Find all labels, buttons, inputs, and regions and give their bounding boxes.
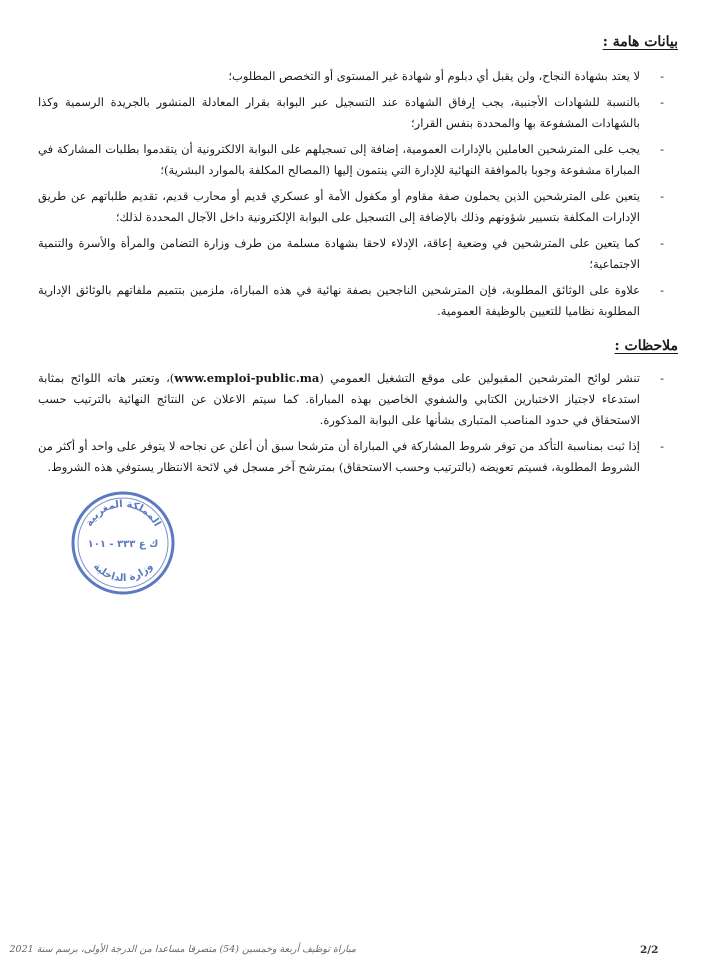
list-item: - إذا ثبت بمناسبة التأكد من توفر شروط المشاركة في المباراة أن مترشحا سبق أن أعلن عن نجاحه لا يتوفر على واحد أو أكثر من الشروط المطلوبة، فسيتم تعويضه (بالترتيب وحسب الاستحقاق) بمترشح آخر مسجل في لائحة الانتظار يستوفي هذه الشروط.	[38, 439, 664, 474]
item-text: بالنسبة للشهادات الأجنبية، يجب إرفاق الشهادة عند التسجيل عبر البوابة بقرار المعادلة المنشور بالجريدة الرسمية وكذا بالشهادات المشفوعة بها والمحددة بنفس القرار؛	[38, 95, 640, 130]
important-info-list	[38, 66, 678, 327]
stamp-bottom-text: وزارة الداخلية	[90, 561, 156, 585]
item-text: يجب على المترشحين العاملين بالإدارات العمومية، إضافة إلى تسجيلهم على البوابة الالكترونية أن يتقدموا بطلبات المشاركة في المباراة مشفوعة وجوبا بالموافقة النهائية للإدارة التي ينتمون إليها (المصالح المكلفة بالموارد البشرية)؛	[38, 142, 640, 177]
stamp-middle-text: ك ع ٣٣٣ - ١٠١	[87, 539, 159, 550]
item-text: يتعين على المترشحين الذين يحملون صفة مقاوم أو مكفول الأمة أو عسكري قديم أو محارب قديم، تقديم طلباتهم عن طريق الإدارات المكلفة بتسيير شؤونهم وذلك بالإضافة إلى التسجيل على البوابة الإلكترونية داخل الآجال المحددة لذلك؛	[38, 189, 640, 224]
item-text: إذا ثبت بمناسبة التأكد من توفر شروط المشاركة في المباراة أن مترشحا سبق أن أعلن عن نجاحه لا يتوفر على واحد أو أكثر من الشروط المطلوبة، فسيتم تعويضه (بالترتيب وحسب الاستحقاق) بمترشح آخر مسجل في لائحة الانتظار يستوفي هذه الشروط.	[38, 439, 640, 474]
list-item: - تنشر لوائح المترشحين المقبولين على موقع التشغيل العمومي (www.emploi-public.ma)، وتعتبر هاته اللوائح بمثابة استدعاء لاجتياز الاختبارين الكتابي والشفوي الخاصين بهذه المباراة. كما سيتم الاعلان عن النتائج النهائية بالترتيب حسب الاستحقاق في حدود المناصب المتبارى بشأنها على البوابة المذكورة.	[38, 371, 664, 427]
item-text: لا يعتد بشهادة النجاح، ولن يقبل أي دبلوم أو شهادة غير المستوى أو التخصص المطلوب؛	[228, 69, 640, 83]
list-item: - يتعين على المترشحين الذين يحملون صفة مقاوم أو مكفول الأمة أو عسكري قديم أو محارب قديم، تقديم طلباتهم عن طريق الإدارات المكلفة بتسيير شؤونهم وذلك بالإضافة إلى التسجيل على البوابة الإلكترونية داخل الآجال المحددة لذلك؛	[38, 189, 664, 224]
important-info-heading: بيانات هامة :	[602, 34, 678, 50]
list-item: - بالنسبة للشهادات الأجنبية، يجب إرفاق الشهادة عند التسجيل عبر البوابة بقرار المعادلة المنشور بالجريدة الرسمية وكذا بالشهادات المشفوعة بها والمحددة بنفس القرار؛	[38, 95, 664, 130]
notes-list	[38, 368, 678, 483]
item-text: )، وتعتبر هاته اللوائح بمثابة استدعاء لاجتياز الاختبارين الكتابي والشفوي الخاصين بهذه المباراة. كما سيتم الاعلان عن النتائج النهائية بالترتيب حسب الاستحقاق في حدود المناصب المتبارى بشأنها على البوابة المذكورة.	[38, 371, 640, 427]
official-stamp	[70, 490, 176, 596]
list-item: - كما يتعين على المترشحين في وضعية إعاقة، الإدلاء لاحقا بشهادة مسلمة من طرف وزارة التضامن والمرأة والأسرة والتنمية الاجتماعية؛	[38, 236, 664, 271]
notes-heading: ملاحظات :	[614, 338, 678, 354]
list-item: - علاوة على الوثائق المطلوبة، فإن المترشحين الناجحين بصفة نهائية في هذه المباراة، ملزمين بتتميم ملفاتهم بالوثائق الإدارية المطلوبة نظاميا للتعيين بالوظيفة العمومية.	[38, 283, 664, 318]
page-number: 2/2	[640, 944, 659, 956]
footer-title: مباراة توظيف أربعة وخمسين (54) متصرفا مساعدا من الدرجة الأولى، برسم سنة 2021	[9, 944, 356, 955]
list-item: - لا يعتد بشهادة النجاح، ولن يقبل أي دبلوم أو شهادة غير المستوى أو التخصص المطلوب؛	[228, 69, 664, 83]
item-text: تنشر لوائح المترشحين المقبولين على موقع التشغيل العمومي (	[319, 371, 640, 385]
stamp-top-text: المملكة المغربية	[83, 498, 163, 529]
list-item: - يجب على المترشحين العاملين بالإدارات العمومية، إضافة إلى تسجيلهم على البوابة الالكترونية أن يتقدموا بطلبات المشاركة في المباراة مشفوعة وجوبا بالموافقة النهائية للإدارة التي ينتمون إليها (المصالح المكلفة بالموارد البشرية)؛	[38, 142, 664, 177]
item-text: كما يتعين على المترشحين في وضعية إعاقة، الإدلاء لاحقا بشهادة مسلمة من طرف وزارة التضامن والمرأة والأسرة والتنمية الاجتماعية؛	[38, 236, 640, 271]
item-text: علاوة على الوثائق المطلوبة، فإن المترشحين الناجحين بصفة نهائية في هذه المباراة، ملزمين بتتميم ملفاتهم بالوثائق الإدارية المطلوبة نظاميا للتعيين بالوظيفة العمومية.	[38, 283, 640, 318]
website-link[interactable]: www.emploi-public.ma	[174, 371, 320, 385]
